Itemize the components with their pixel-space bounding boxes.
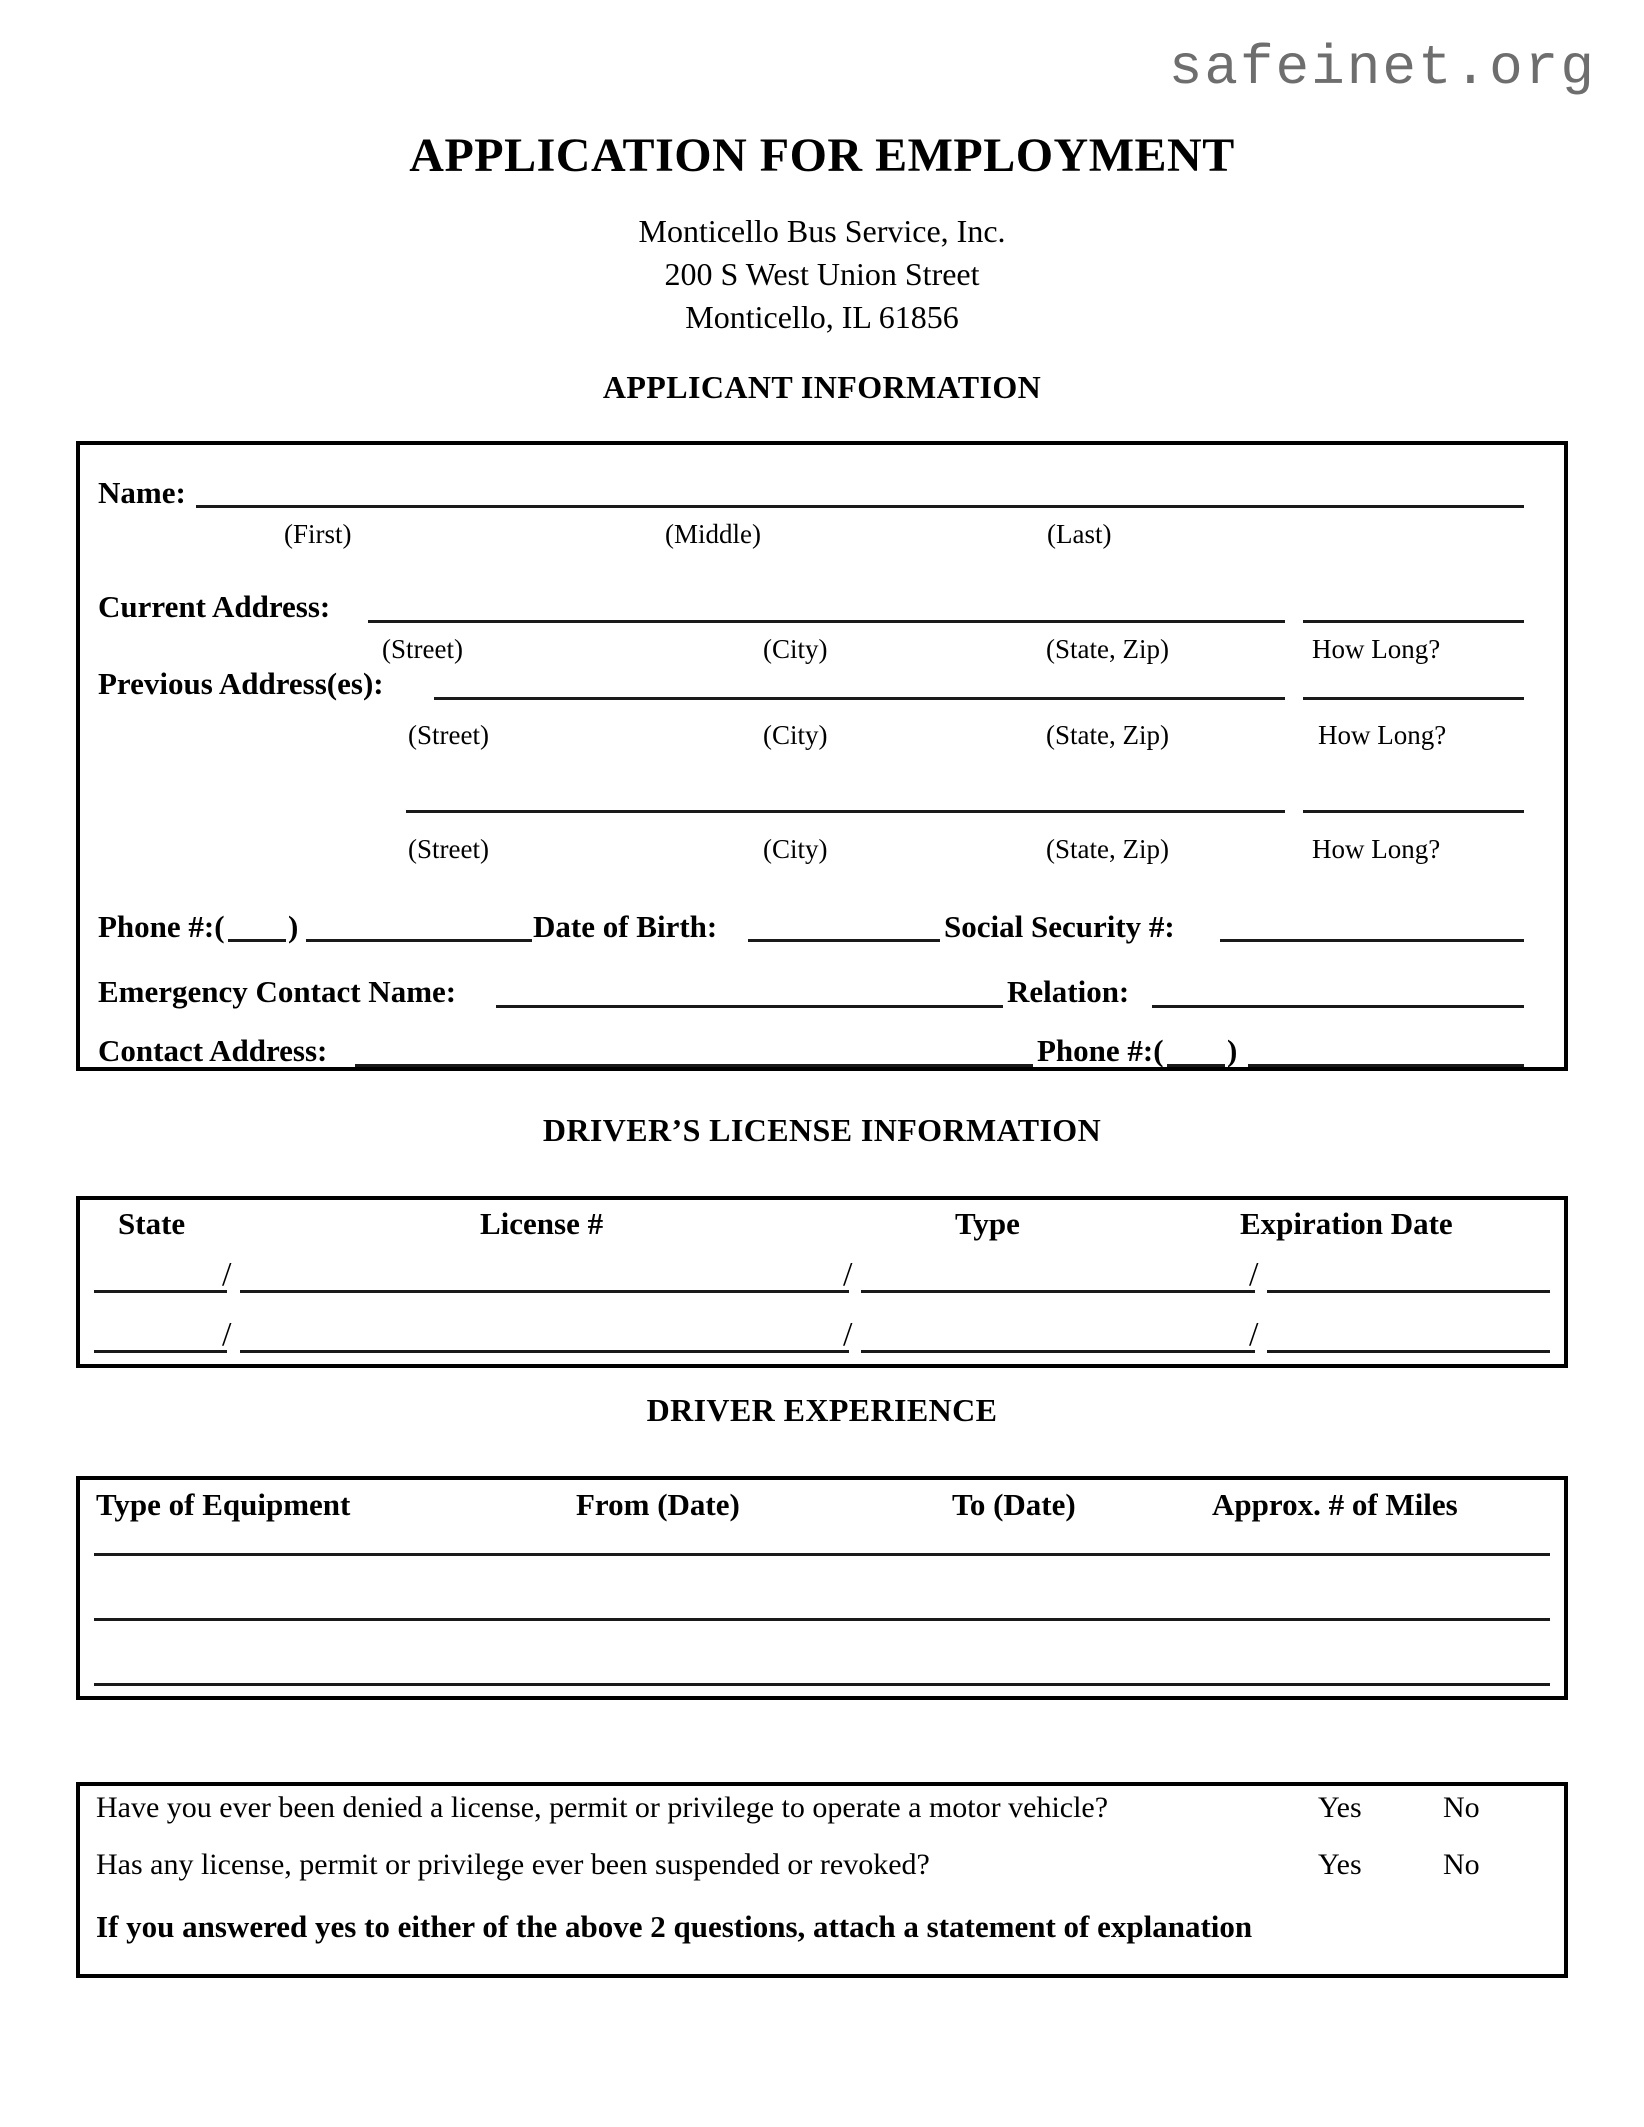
date-of-birth-label: Date of Birth: [533, 909, 718, 944]
name-last-caption: (Last) [1047, 519, 1112, 549]
name-input-line[interactable] [196, 505, 1524, 508]
date-of-birth-input-line[interactable] [748, 939, 940, 942]
experience-row-2-line[interactable] [94, 1618, 1550, 1621]
name-label: Name: [98, 475, 186, 510]
license-row-2-expiration-line[interactable] [1267, 1350, 1550, 1353]
previous-address-2-howlong-caption: How Long? [1312, 834, 1441, 864]
phone-label: Phone #:( [98, 909, 225, 944]
license-row-1-expiration-line[interactable] [1267, 1290, 1550, 1293]
previous-address-2-city-caption: (City) [763, 834, 828, 864]
previous-address-2-statezip-caption: (State, Zip) [1046, 834, 1169, 864]
license-header-type: Type [955, 1206, 1020, 1241]
license-header-license-number: License # [480, 1206, 604, 1241]
license-row-2-state-line[interactable] [94, 1350, 227, 1353]
license-row-2-number-line[interactable] [240, 1350, 849, 1353]
company-address-block [0, 210, 1644, 339]
experience-header-approx-miles: Approx. # of Miles [1212, 1487, 1458, 1522]
section-heading-driver-experience: DRIVER EXPERIENCE [646, 1392, 998, 1428]
phone-areacode-input-line[interactable] [228, 939, 286, 942]
question-2-text: Has any license, permit or privilege ever been suspended or revoked? [96, 1848, 930, 1881]
company-city-state-zip: Monticello, IL 61856 [685, 299, 959, 335]
relation-label: Relation: [1007, 974, 1130, 1009]
page-title: APPLICATION FOR EMPLOYMENT [409, 129, 1235, 182]
name-first-caption: (First) [284, 519, 352, 549]
license-row-2-separator-3: / [1249, 1316, 1259, 1353]
section-heading-drivers-license-information: DRIVER’S LICENSE INFORMATION [542, 1112, 1102, 1148]
current-address-label: Current Address: [98, 589, 331, 624]
phone-label-close-paren: ) [288, 909, 299, 944]
current-address-street-caption: (Street) [382, 634, 463, 664]
experience-header-to-date: To (Date) [952, 1487, 1076, 1522]
previous-address-2-input-line[interactable] [406, 810, 1285, 813]
experience-header-type-of-equipment: Type of Equipment [96, 1487, 351, 1522]
contact-phone-label: Phone #:( [1037, 1033, 1164, 1068]
emergency-contact-name-label: Emergency Contact Name: [98, 974, 457, 1009]
company-street: 200 S West Union Street [664, 256, 980, 292]
license-header-expiration-date: Expiration Date [1240, 1206, 1453, 1241]
question-1-yes-option[interactable]: Yes [1318, 1791, 1362, 1824]
previous-address-1-howlong-caption: How Long? [1318, 720, 1447, 750]
previous-address-1-city-caption: (City) [763, 720, 828, 750]
current-address-statezip-caption: (State, Zip) [1046, 634, 1169, 664]
question-2-yes-option[interactable]: Yes [1318, 1848, 1362, 1881]
previous-address-label: Previous Address(es): [98, 666, 384, 701]
license-row-2-separator-1: / [222, 1316, 232, 1353]
company-name: Monticello Bus Service, Inc. [638, 213, 1006, 249]
contact-phone-areacode-input-line[interactable] [1167, 1064, 1225, 1067]
contact-address-input-line[interactable] [355, 1064, 1033, 1067]
license-header-state: State [118, 1206, 186, 1241]
license-row-2-separator-2: / [843, 1316, 853, 1353]
contact-phone-number-input-line[interactable] [1248, 1064, 1524, 1067]
section-heading-applicant-information: APPLICANT INFORMATION [602, 369, 1042, 405]
license-row-1-separator-3: / [1249, 1256, 1259, 1293]
contact-address-label: Contact Address: [98, 1033, 328, 1068]
previous-address-1-howlong-input-line[interactable] [1303, 697, 1524, 700]
experience-header-from-date: From (Date) [576, 1487, 740, 1522]
previous-address-1-street-caption: (Street) [408, 720, 489, 750]
question-1-no-option[interactable]: No [1443, 1791, 1480, 1824]
explanation-note: If you answered yes to either of the above 2 questions, attach a statement of explanation [96, 1909, 1253, 1944]
license-row-2-type-line[interactable] [861, 1350, 1255, 1353]
current-address-howlong-input-line[interactable] [1303, 620, 1524, 623]
relation-input-line[interactable] [1152, 1005, 1524, 1008]
current-address-howlong-caption: How Long? [1312, 634, 1441, 664]
phone-number-input-line[interactable] [306, 939, 532, 942]
license-row-1-type-line[interactable] [861, 1290, 1255, 1293]
name-middle-caption: (Middle) [665, 519, 761, 549]
previous-address-2-street-caption: (Street) [408, 834, 489, 864]
question-1-text: Have you ever been denied a license, permit or privilege to operate a motor vehicle? [96, 1791, 1109, 1824]
current-address-input-line[interactable] [368, 620, 1285, 623]
previous-address-1-input-line[interactable] [434, 697, 1285, 700]
watermark-safeinet: safeinet.org [1168, 36, 1596, 100]
license-row-1-separator-1: / [222, 1256, 232, 1293]
social-security-input-line[interactable] [1220, 939, 1524, 942]
question-2-no-option[interactable]: No [1443, 1848, 1480, 1881]
license-row-1-separator-2: / [843, 1256, 853, 1293]
contact-phone-label-close-paren: ) [1227, 1033, 1238, 1068]
previous-address-1-statezip-caption: (State, Zip) [1046, 720, 1169, 750]
license-row-1-state-line[interactable] [94, 1290, 227, 1293]
social-security-label: Social Security #: [944, 909, 1175, 944]
previous-address-2-howlong-input-line[interactable] [1303, 810, 1524, 813]
experience-row-3-line[interactable] [94, 1683, 1550, 1686]
experience-row-1-line[interactable] [94, 1553, 1550, 1556]
emergency-contact-name-input-line[interactable] [496, 1005, 1003, 1008]
license-row-1-number-line[interactable] [240, 1290, 849, 1293]
current-address-city-caption: (City) [763, 634, 828, 664]
